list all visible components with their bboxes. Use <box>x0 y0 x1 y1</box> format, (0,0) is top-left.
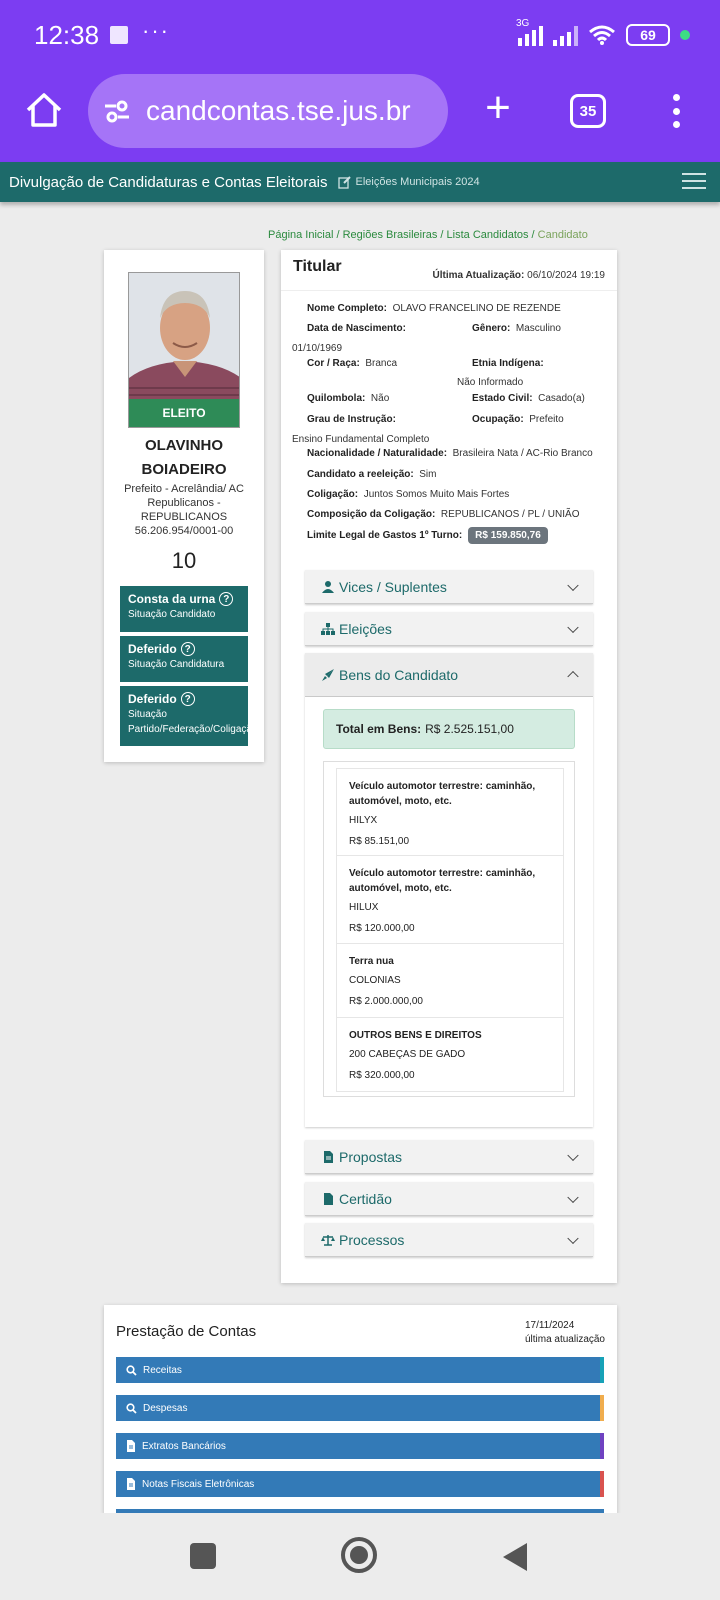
status-partido-subtitle-line2: Partido/Federação/Coligação <box>128 724 258 735</box>
candidate-cnpj: 56.206.954/0001-00 <box>134 525 234 537</box>
prestacao-date-value: 17/11/2024 <box>524 1320 575 1331</box>
total-bens-label: Total em Bens: <box>336 722 422 736</box>
field-nacionalidade: Nacionalidade / Naturalidade: Brasileira Nata / AC-Rio Branco <box>307 448 593 459</box>
election-text: Eleições Municipais 2024 <box>355 176 480 188</box>
receitas-button[interactable] <box>116 1357 604 1383</box>
status-candidato-subtitle: Situação Candidato <box>128 609 216 620</box>
list-item: OUTROS BENS E DIREITOS 200 CABEÇAS DE GADO R$ 320.000,00 <box>336 1018 564 1092</box>
file-text-icon <box>126 1440 136 1452</box>
file-icon <box>321 1192 335 1206</box>
breadcrumb-regioes[interactable]: Regiões Brasileiras <box>342 229 438 241</box>
field-instrucao-label: Grau de Instrução: <box>307 414 396 425</box>
chevron-down-icon <box>567 1232 578 1243</box>
status-indicators <box>516 18 690 48</box>
browser-menu-button[interactable] <box>664 94 688 128</box>
recents-button[interactable] <box>190 1543 216 1569</box>
field-quilombola: Quilombola: Não <box>307 393 390 404</box>
candidate-name-line2: BOIADEIRO <box>141 461 227 478</box>
gastos-badge: R$ 159.850,76 <box>468 527 548 544</box>
field-nascimento-label: Data de Nascimento: <box>307 323 406 334</box>
home-icon[interactable] <box>24 90 64 130</box>
bens-panel <box>305 697 593 1127</box>
more-notifications-icon: ··· <box>142 18 170 43</box>
last-update-value: 06/10/2024 19:19 <box>527 270 605 281</box>
status-partido <box>120 686 258 746</box>
status-candidatura-title: Deferido <box>128 642 177 656</box>
candidate-card <box>104 250 264 762</box>
chevron-down-icon <box>567 579 578 590</box>
bens-list <box>323 761 575 1097</box>
last-update <box>432 270 605 281</box>
status-time: 12:38 <box>34 20 100 50</box>
site-title[interactable]: Divulgação de Candidaturas e Contas Eleitorais <box>9 173 328 191</box>
notas-fiscais-label: Notas Fiscais Eletrônicas <box>142 1478 255 1490</box>
candidate-party-line1: Republicanos - <box>147 497 221 509</box>
list-item: Veículo automotor terrestre: caminhão, automóvel, moto, etc. HILUX R$ 120.000,00 <box>336 856 564 944</box>
receitas-label: Receitas <box>143 1364 182 1376</box>
file-text-icon <box>321 1150 335 1164</box>
field-reeleicao: Candidato a reeleição: Sim <box>307 469 437 480</box>
field-etnia-value: Não Informado <box>457 377 524 388</box>
signal-icon <box>553 24 578 46</box>
accordion-vices[interactable] <box>305 570 593 604</box>
address-bar[interactable] <box>88 74 448 148</box>
user-icon <box>321 580 335 594</box>
candidate-office: Prefeito - Acrelândia/ AC <box>124 483 244 495</box>
browser-chrome <box>0 0 720 162</box>
list-item: Veículo automotor terrestre: caminhão, automóvel, moto, etc. HILYX R$ 85.151,00 <box>336 768 564 856</box>
candidate-party-line2: REPUBLICANOS <box>140 511 228 523</box>
rocket-icon <box>321 668 335 682</box>
field-coligacao: Coligação: Juntos Somos Muito Mais Fortes <box>307 489 510 500</box>
status-partido-title: Deferido <box>128 692 177 706</box>
prestacao-contas-card <box>104 1305 617 1515</box>
extratos-label: Extratos Bancários <box>142 1440 226 1452</box>
edit-icon <box>338 175 352 189</box>
site-header <box>0 162 720 202</box>
accordion-propostas-label: Propostas <box>339 1148 403 1165</box>
prestacao-title: Prestação de Contas <box>116 1323 257 1340</box>
field-nascimento-value: 01/10/1969 <box>292 343 343 354</box>
breadcrumb: Página Inicial / Regiões Brasileiras / Lista Candidatos / Candidato <box>268 229 588 241</box>
breadcrumb-home[interactable]: Página Inicial <box>268 229 334 241</box>
candidate-name <box>104 434 264 482</box>
receitas-accent <box>600 1357 604 1383</box>
battery-icon: 69 <box>626 24 670 46</box>
sitemap-icon <box>321 622 335 636</box>
candidate-portrait <box>129 273 240 403</box>
accordion-eleicoes[interactable] <box>305 612 593 646</box>
chevron-down-icon <box>567 1191 578 1202</box>
chevron-down-icon <box>567 1149 578 1160</box>
field-composicao: Composição da Coligação: REPUBLICANOS / PL / UNIÃO <box>307 509 580 520</box>
file-text-icon <box>126 1478 136 1490</box>
elected-badge: ELEITO <box>129 399 239 427</box>
help-icon[interactable]: ? <box>181 692 195 706</box>
help-icon[interactable]: ? <box>219 592 233 606</box>
field-ocupacao: Ocupação: Prefeito <box>472 414 564 425</box>
status-partido-subtitle-line1: Situação <box>128 709 167 720</box>
menu-toggle-icon[interactable] <box>682 171 706 191</box>
titular-heading: Titular <box>293 258 342 275</box>
search-icon <box>126 1365 137 1376</box>
accordion-processos[interactable] <box>305 1223 593 1257</box>
prestacao-date <box>525 1319 605 1347</box>
field-instrucao-value: Ensino Fundamental Completo <box>292 434 430 445</box>
back-button[interactable] <box>503 1543 527 1571</box>
extratos-button[interactable] <box>116 1433 604 1459</box>
notas-fiscais-accent <box>600 1471 604 1497</box>
candidate-name-line1: OLAVINHO <box>144 437 224 454</box>
candidate-info <box>104 482 264 538</box>
titular-card <box>281 250 617 1283</box>
accordion-certidao-label: Certidão <box>339 1190 392 1207</box>
tab-switcher-button[interactable]: 35 <box>570 94 606 128</box>
site-settings-icon[interactable] <box>102 96 132 126</box>
total-bens-value: R$ 2.525.151,00 <box>425 722 514 736</box>
field-cor: Cor / Raça: Branca <box>307 358 398 369</box>
network-label: 3G <box>516 18 530 29</box>
notification-icon <box>110 26 128 44</box>
field-etnia-label: Etnia Indígena: <box>472 358 544 369</box>
chevron-down-icon <box>567 621 578 632</box>
chevron-up-icon <box>567 670 578 681</box>
candidate-photo <box>128 272 240 428</box>
privacy-indicator-icon <box>680 30 690 40</box>
help-icon[interactable]: ? <box>181 642 195 656</box>
accordion-eleicoes-label: Eleições <box>339 620 392 637</box>
divider <box>281 290 617 291</box>
status-candidatura <box>120 636 248 682</box>
accordion-bens[interactable] <box>305 653 593 697</box>
accordion-propostas[interactable] <box>305 1140 593 1174</box>
field-estado-civil: Estado Civil: Casado(a) <box>472 393 585 404</box>
notas-fiscais-button[interactable] <box>116 1471 604 1497</box>
status-candidatura-subtitle: Situação Candidatura <box>128 659 225 670</box>
breadcrumb-lista[interactable]: Lista Candidatos <box>446 229 529 241</box>
accordion-vices-label: Vices / Suplentes <box>339 578 447 595</box>
extratos-accent <box>600 1433 604 1459</box>
total-bens <box>323 709 575 749</box>
last-update-label: Última Atualização: <box>432 270 525 281</box>
candidate-number: 10 <box>171 548 197 573</box>
accordion-certidao[interactable] <box>305 1182 593 1216</box>
navigation-bar <box>0 1513 720 1600</box>
despesas-button[interactable] <box>116 1395 604 1421</box>
url-text[interactable]: candcontas.tse.jus.br <box>146 95 411 126</box>
home-button[interactable] <box>341 1537 377 1573</box>
new-tab-button[interactable]: + <box>485 83 511 132</box>
signal-3g-icon <box>516 18 543 46</box>
balance-scale-icon <box>321 1233 335 1247</box>
list-item: Terra nua COLONIAS R$ 2.000.000,00 <box>336 944 564 1018</box>
search-icon <box>126 1403 137 1414</box>
accordion-processos-label: Processos <box>339 1231 405 1248</box>
field-nome: Nome Completo: OLAVO FRANCELINO DE REZENDE <box>307 303 561 314</box>
despesas-accent <box>600 1395 604 1421</box>
election-label <box>338 175 480 189</box>
field-genero: Gênero: Masculino <box>472 323 561 334</box>
prestacao-date-label: última atualização <box>524 1334 605 1345</box>
despesas-label: Despesas <box>143 1402 188 1414</box>
wifi-icon <box>588 24 616 46</box>
status-candidato-title: Consta da urna <box>128 592 216 606</box>
accordion-bens-label: Bens do Candidato <box>339 666 459 683</box>
breadcrumb-current: Candidato <box>537 229 588 241</box>
field-gastos: Limite Legal de Gastos 1º Turno: R$ 159.850,76 <box>307 527 548 544</box>
status-candidato <box>120 586 248 632</box>
